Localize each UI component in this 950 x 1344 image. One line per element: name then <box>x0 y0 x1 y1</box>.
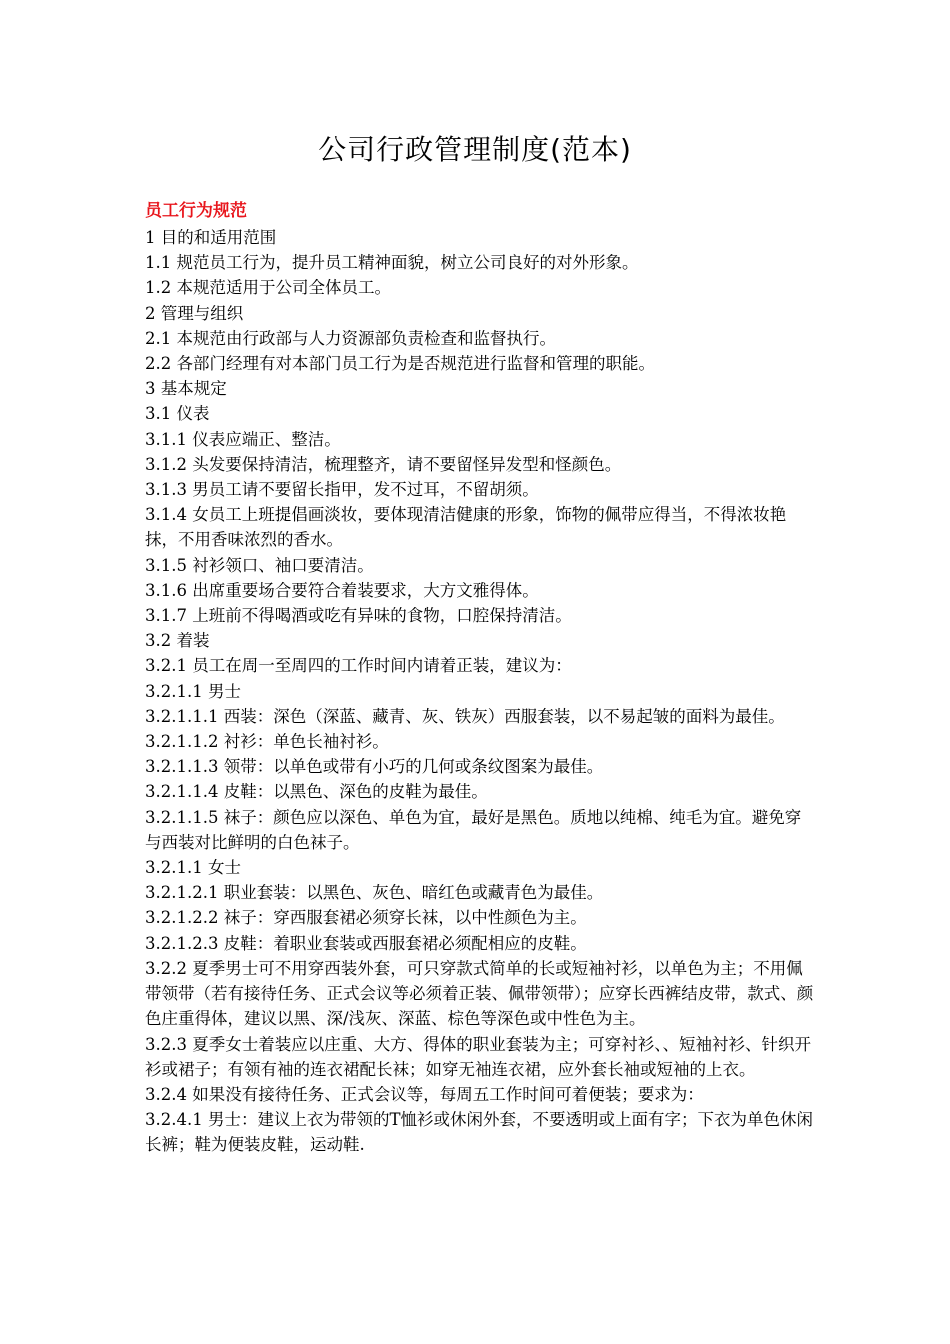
paragraph: 3.2.1.1 男士 <box>145 681 241 701</box>
section-heading: 员工行为规范 <box>145 201 247 221</box>
paragraph: 3.2.1.1.4 皮鞋：以黑色、深色的皮鞋为最佳。 <box>145 782 488 802</box>
paragraph: 3.2.1.1.5 袜子：颜色应以深色、单色为宜，最好是黑色。质地以纯棉、纯毛为宜。避免穿与西装对比鲜明的白色袜子。 <box>145 807 802 852</box>
paragraph: 3.1.7 上班前不得喝酒或吃有异味的食物，口腔保持清洁。 <box>145 606 572 626</box>
paragraph: 3.2.1.2.2 袜子：穿西服套裙必须穿长袜，以中性颜色为主。 <box>145 908 587 928</box>
paragraph: 1.2 本规范适用于公司全体员工。 <box>145 278 391 298</box>
paragraph: 1.1 规范员工行为，提升员工精神面貌，树立公司良好的对外形象。 <box>145 253 639 273</box>
paragraph: 3 基本规定 <box>145 379 227 399</box>
paragraph: 3.2.1.2.3 皮鞋：着职业套装或西服套裙必须配相应的皮鞋。 <box>145 933 587 953</box>
paragraph: 3.2.2 夏季男士可不用穿西装外套，可只穿款式简单的长或短袖衬衫，以单色为主；不用佩带领带（若有接待任务、正式会议等必须着正装、佩带领带）；应穿长西裤结皮带，款式、颜色庄重得体，建议以黑、深/浅灰、深蓝、棕色等深色或中性色为主。 <box>145 958 814 1029</box>
paragraph: 3.2.3 夏季女士着装应以庄重、大方、得体的职业套装为主；可穿衬衫、、短袖衬衫、针织开衫或裙子；有领有袖的连衣裙配长袜；如穿无袖连衣裙，应外套长袖或短袖的上衣。 <box>145 1034 811 1079</box>
paragraph: 2.1 本规范由行政部与人力资源部负责检查和监督执行。 <box>145 328 556 348</box>
paragraph: 3.2.4 如果没有接待任务、正式会议等，每周五工作时间可着便装；要求为： <box>145 1084 704 1104</box>
paragraph: 3.2 着装 <box>145 631 210 651</box>
paragraph: 3.1.1 仪表应端正、整洁。 <box>145 429 341 449</box>
document-title: 公司行政管理制度(范本) <box>318 133 632 166</box>
paragraph: 3.2.1.1.3 领带：以单色或带有小巧的几何或条纹图案为最佳。 <box>145 757 604 777</box>
paragraph: 3.1.5 衬衫领口、袖口要清洁。 <box>145 555 374 575</box>
document-body <box>145 225 815 1158</box>
paragraph: 3.1.6 出席重要场合要符合着装要求，大方文雅得体。 <box>145 580 539 600</box>
paragraph: 3.1.4 女员工上班提倡画淡妆，要体现清洁健康的形象，饰物的佩带应得当，不得浓妆艳抹，不用香味浓烈的香水。 <box>145 505 787 550</box>
paragraph: 3.1.2 头发要保持清洁，梳理整齐，请不要留怪异发型和怪颜色。 <box>145 454 622 474</box>
paragraph: 3.2.4.1 男士：建议上衣为带领的T恤衫或休闲外套，不要透明或上面有字；下衣为单色休闲长裤；鞋为便装皮鞋，运动鞋. <box>145 1110 813 1155</box>
paragraph: 3.2.1 员工在周一至周四的工作时间内请着正装，建议为： <box>145 656 572 676</box>
paragraph: 1 目的和适用范围 <box>145 228 277 247</box>
paragraph: 3.2.1.1.2 衬衫：单色长袖衬衫。 <box>145 732 389 752</box>
paragraph: 3.1.3 男员工请不要留长指甲，发不过耳，不留胡须。 <box>145 480 539 500</box>
paragraph: 3.2.1.1.1 西装：深色（深蓝、藏青、灰、铁灰）西服套装，以不易起皱的面料为最佳。 <box>145 706 785 726</box>
paragraph: 2.2 各部门经理有对本部门员工行为是否规范进行监督和管理的职能。 <box>145 354 655 374</box>
paragraph: 3.1 仪表 <box>145 404 210 424</box>
paragraph: 3.2.1.2.1 职业套装：以黑色、灰色、暗红色或藏青色为最佳。 <box>145 883 604 903</box>
paragraph: 3.2.1.1 女士 <box>145 858 241 878</box>
paragraph: 2 管理与组织 <box>145 303 244 323</box>
